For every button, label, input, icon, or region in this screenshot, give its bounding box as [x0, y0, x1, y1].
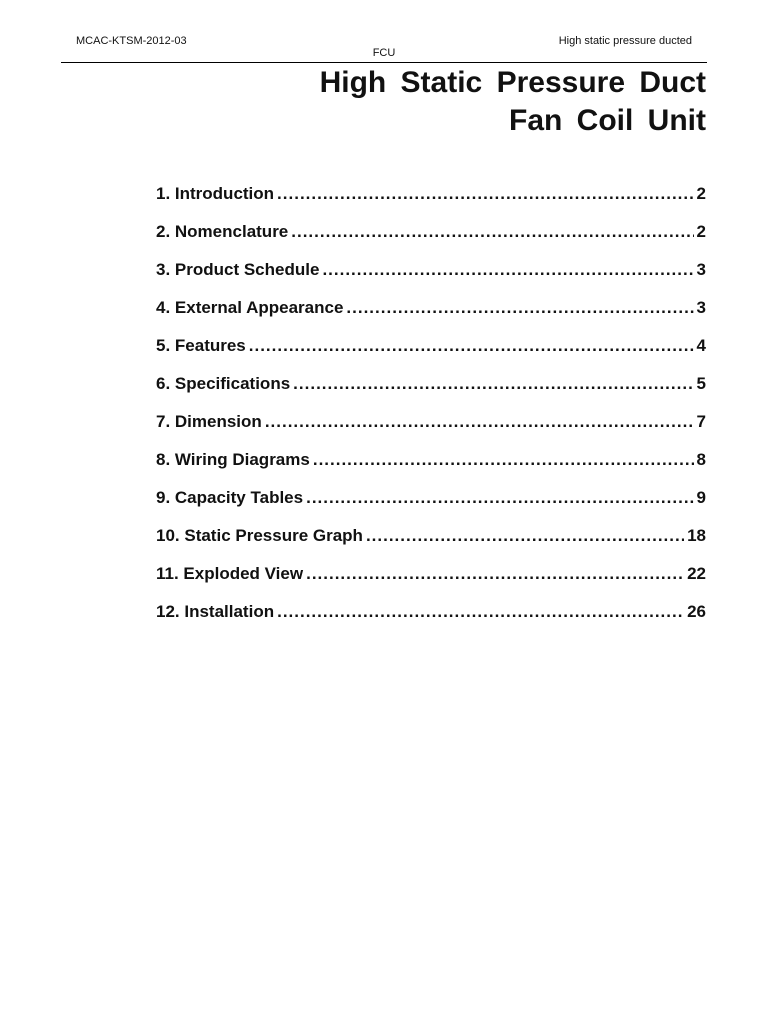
toc-item-page: 26 — [687, 602, 706, 621]
toc-item[interactable] — [156, 562, 706, 600]
page-title — [320, 64, 706, 140]
toc-leader-dots — [293, 372, 693, 396]
toc-leader-dots — [346, 296, 693, 320]
toc-item[interactable] — [156, 220, 706, 258]
toc-item[interactable] — [156, 258, 706, 296]
page-title-line-2: Fan Coil Unit — [509, 104, 706, 137]
header-divider — [61, 62, 707, 63]
toc-item[interactable] — [156, 486, 706, 524]
toc-leader-dots — [249, 334, 694, 358]
toc-item-label: 3. Product Schedule — [156, 260, 320, 279]
toc-item-label: 8. Wiring Diagrams — [156, 450, 310, 469]
toc-leader-dots — [306, 562, 684, 586]
toc-item[interactable] — [156, 448, 706, 486]
header-product-line-continued: FCU — [372, 47, 396, 59]
toc-item-label: 4. External Appearance — [156, 298, 344, 317]
toc-leader-dots — [291, 220, 693, 244]
toc-item-label: 12. Installation — [156, 602, 275, 621]
toc-item[interactable] — [156, 600, 706, 638]
toc-leader-dots — [277, 600, 684, 624]
header-doc-code: MCAC-KTSM-2012-03 — [76, 35, 187, 47]
toc-item-page: 5 — [696, 374, 706, 393]
toc-item[interactable] — [156, 410, 706, 448]
toc-item-label: 5. Features — [156, 336, 246, 355]
toc-item-label: 6. Specifications — [156, 374, 291, 393]
toc-item-page: 18 — [687, 526, 706, 545]
header-product-line: High static pressure ducted — [558, 35, 692, 47]
toc-leader-dots — [306, 486, 693, 510]
toc-item[interactable] — [156, 296, 706, 334]
page-title-line-1: High Static Pressure Duct — [319, 66, 706, 99]
toc-leader-dots — [277, 182, 693, 206]
toc-leader-dots — [322, 258, 693, 282]
toc-item[interactable] — [156, 334, 706, 372]
toc-item-label: 2. Nomenclature — [156, 222, 289, 241]
toc-item-page: 2 — [696, 222, 706, 241]
toc-item-label: 7. Dimension — [156, 412, 262, 431]
toc-item-page: 4 — [696, 336, 706, 355]
toc-item-page: 3 — [696, 260, 706, 279]
toc-item-label: 9. Capacity Tables — [156, 488, 304, 507]
toc-item[interactable] — [156, 182, 706, 220]
toc-item-page: 7 — [696, 412, 706, 431]
toc-item-page: 8 — [696, 450, 706, 469]
toc-leader-dots — [366, 524, 684, 548]
toc-item-page: 9 — [696, 488, 706, 507]
toc-item-label: 10. Static Pressure Graph — [156, 526, 363, 545]
toc-item-page: 2 — [696, 184, 706, 203]
toc-item-label: 11. Exploded View — [156, 564, 304, 583]
toc-item[interactable] — [156, 524, 706, 562]
toc-item-label: 1. Introduction — [156, 184, 275, 203]
toc-item-page: 22 — [687, 564, 706, 583]
toc-leader-dots — [265, 410, 694, 434]
table-of-contents — [156, 182, 706, 638]
toc-item[interactable] — [156, 372, 706, 410]
toc-item-page: 3 — [696, 298, 706, 317]
toc-leader-dots — [313, 448, 694, 472]
